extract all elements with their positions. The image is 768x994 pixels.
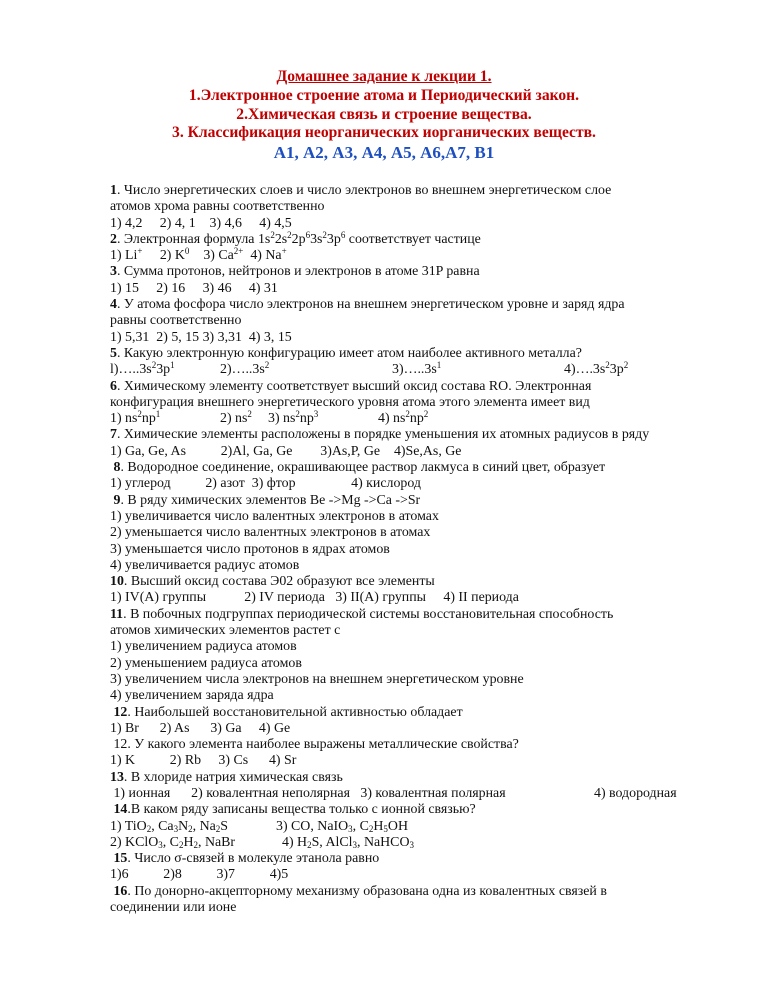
question-5-answers: $l)\dots..3s^23p^1$ $2)\dots..3s^2$ $3)\dots..3s^1$ $4)\dots.3s^23p^2$ bbox=[110, 360, 629, 378]
answer-4: 4) ns bbox=[378, 411, 406, 427]
question-4-answers: 1) 5,31 2) 5, 15 3) 3,31 4) 3, 15 bbox=[110, 329, 292, 345]
question-16-cont: соединении или ионе bbox=[110, 900, 237, 916]
question-11-option-4: 4) увеличением заряда ядра bbox=[110, 688, 274, 704]
question-9-option-4: 4) увеличивается радиус атомов bbox=[110, 557, 300, 573]
question-number: 6 bbox=[110, 378, 117, 394]
question-11-option-1: 1) увеличением радиуса атомов bbox=[110, 639, 297, 655]
question-13 bbox=[110, 770, 720, 786]
answer-2: 2) ns bbox=[220, 411, 248, 427]
question-text: . Наибольшей восстановительной активностью обладает bbox=[127, 704, 463, 720]
question-12-answers: 1) Br 2) As 3) Ga 4) Ge bbox=[110, 720, 291, 736]
answer-4: 4) Na bbox=[250, 248, 282, 264]
question-12b: 12. У какого элемента наиболее выражены металлические свойства? bbox=[110, 737, 519, 753]
question-text: . Химические элементы расположены в порядке уменьшения их атомных радиусов в ряду bbox=[116, 427, 650, 443]
answer-2: 2)…..3s bbox=[220, 362, 265, 378]
question-number: 10 bbox=[110, 574, 124, 590]
answer-1: 1) Li bbox=[110, 248, 138, 264]
answer-4: 4) водородная bbox=[594, 785, 677, 801]
question-9-option-3: 3) уменьшается число протонов в ядрах атомов bbox=[110, 541, 390, 557]
question-number: 8 bbox=[113, 460, 121, 476]
answers-1-3: 1) ионная 2) ковалентная неполярная 3) ковалентная полярная bbox=[110, 785, 506, 801]
question-12b-answers: 1) K 2) Rb 3) Cs 4) Sr bbox=[110, 753, 297, 769]
question-number: 14 bbox=[113, 802, 128, 818]
answer-1: 1) ns bbox=[110, 411, 138, 427]
question-2-answers: 1) Li+ 2) $K^0$ 3) $Ca^{2+}$ 4) Na+ bbox=[110, 246, 287, 264]
question-text: . У атома фосфора число электронов на внешнем энергетическом уровне и заряд ядра bbox=[116, 297, 625, 313]
question-11-option-3: 3) увеличением числа электронов на внешнем энергетическом уровне bbox=[110, 671, 524, 687]
question-11-cont: атомов химических элементов растет с bbox=[110, 623, 341, 639]
question-9-option-1: 1) увеличивается число валентных электронов в атомах bbox=[110, 508, 439, 524]
question-8 bbox=[110, 460, 720, 476]
question-15-answers: 1)6 2)8 3)7 4)5 bbox=[110, 867, 289, 883]
question-7-answers: 1) Ga, Ge, As 2)Al, Ga, Ge 3)As,P, Ge 4)Se,As, Ge bbox=[110, 443, 462, 459]
question-text: . Число энергетических слоев и число электронов во внешнем энергетическом слое bbox=[116, 183, 612, 198]
question-number: 13 bbox=[110, 769, 124, 785]
question-4-cont: равны соответственно bbox=[110, 313, 242, 329]
question-number: 15 bbox=[113, 851, 128, 867]
question-text: . Число σ-связей в молекуле этанола равно bbox=[127, 851, 380, 867]
question-6-cont: конфигурация внешнего энергетического уровня атома этого элемента имеет вид bbox=[110, 394, 590, 410]
question-11 bbox=[110, 607, 720, 623]
question-1-answers: 1) 4,2 2) 4, 1 3) 4,6 4) 4,5 bbox=[110, 215, 292, 231]
question-9-option-2: 2) уменьшается число валентных электронов в атомах bbox=[110, 525, 431, 541]
question-12 bbox=[110, 705, 720, 721]
question-4 bbox=[110, 297, 720, 313]
question-text: . Сумма протонов, нейтронов и электронов в атоме 31P равна bbox=[116, 264, 480, 280]
answer-4: 4)….3s bbox=[564, 362, 606, 378]
question-8-answers: 1) углерод 2) азот 3) фтор 4) кислород bbox=[110, 476, 421, 492]
question-text: . Какую электронную конфигурацию имеет атом наиболее активного металла? bbox=[116, 345, 582, 361]
question-text: . Химическому элементу соответствует высший оксид состава RO. Электронная bbox=[116, 378, 592, 394]
question-6-answers: 1) $ns^2np^1$ 2) $ns^2$ 3) $ns^2np^3$ 4) $ns^2np^2$ bbox=[110, 409, 429, 427]
answer-3: 3) ns bbox=[268, 411, 296, 427]
question-text: . По донорно-акцепторному механизму образована одна из ковалентных связей в bbox=[127, 883, 607, 899]
header-homework-title: Домашнее задание к лекции 1. bbox=[276, 68, 492, 85]
question-14-answers-a: 1) TiO$_2$, $Ca_3N_2$, $Na_2S$ 3) CO, NaIO$_3$, $C_2H_5OH$ bbox=[110, 818, 408, 834]
question-5 bbox=[110, 346, 720, 362]
question-11-option-2: 2) уменьшением радиуса атомов bbox=[110, 655, 302, 671]
question-number: 16 bbox=[113, 883, 128, 899]
question-number: 5 bbox=[110, 345, 117, 361]
question-7 bbox=[110, 427, 720, 443]
question-number: 9 bbox=[113, 492, 121, 508]
question-text: . Высший оксид состава Э02 образуют все элементы bbox=[123, 574, 435, 590]
question-number: 4 bbox=[110, 297, 117, 313]
question-number: 7 bbox=[110, 427, 117, 443]
question-14 bbox=[110, 802, 720, 818]
document-header bbox=[0, 68, 768, 162]
question-number: 11 bbox=[110, 606, 124, 622]
header-topic-2: 2.Химическая связь и строение вещества. bbox=[236, 105, 532, 123]
question-10-answers: 1) IV(А) группы 2) IV периода 3) II(А) группы 4) II периода bbox=[110, 590, 519, 606]
answer-1: l)…..3s bbox=[110, 362, 152, 378]
question-text: . В ряду химических элементов Be ->Mg ->Ca ->Sr bbox=[120, 492, 421, 508]
question-text: .В каком ряду записаны вещества только с ионной связью? bbox=[127, 802, 476, 818]
question-text: . Электронная формула 1s bbox=[116, 231, 271, 247]
question-10 bbox=[110, 574, 720, 590]
question-1-cont: атомов хрома равны соответственно bbox=[110, 199, 325, 215]
question-list bbox=[110, 183, 720, 916]
question-number: 1 bbox=[110, 183, 117, 198]
question-text: . В побочных подгруппах периодической системы восстановительная способность bbox=[123, 606, 614, 622]
question-number: 3 bbox=[110, 264, 117, 280]
answer-3: 3)…..3s bbox=[392, 362, 437, 378]
answer-2: 2) K bbox=[159, 248, 185, 264]
question-1 bbox=[110, 183, 720, 199]
question-2: 2. Электронная формула $1s^22s^22p^63s^23p^6$ соответствует частице bbox=[110, 229, 481, 247]
question-text-end: соответствует частице bbox=[345, 231, 481, 247]
question-3-answers: 1) 15 2) 16 3) 46 4) 31 bbox=[110, 280, 278, 296]
question-text: . В хлориде натрия химическая связь bbox=[123, 769, 343, 785]
header-topic-1: 1.Электронное строение атома и Периодический закон. bbox=[188, 86, 580, 104]
question-9 bbox=[110, 493, 720, 509]
header-task-list: А1, А2, А3, А4, А5, А6,А7, В1 bbox=[273, 143, 495, 163]
question-3 bbox=[110, 264, 720, 280]
question-6 bbox=[110, 379, 720, 395]
answer-3: 3) Ca bbox=[203, 248, 234, 264]
question-13-answers bbox=[110, 786, 720, 802]
question-text: . Водородное соединение, окрашивающее раствор лакмуса в синий цвет, образует bbox=[120, 460, 606, 476]
question-15 bbox=[110, 851, 720, 867]
header-topic-3: 3. Классификация неорганических иорганических веществ. bbox=[172, 124, 596, 142]
question-14-answers-b: 2) KClO$_3$, $C_2H_2$, NaBr 4) $H_2S$, AlCl$_3$, NaHCO$_3$ bbox=[110, 834, 414, 850]
question-number: 12 bbox=[113, 704, 128, 720]
question-number: 2 bbox=[110, 231, 117, 247]
question-16 bbox=[110, 884, 720, 900]
